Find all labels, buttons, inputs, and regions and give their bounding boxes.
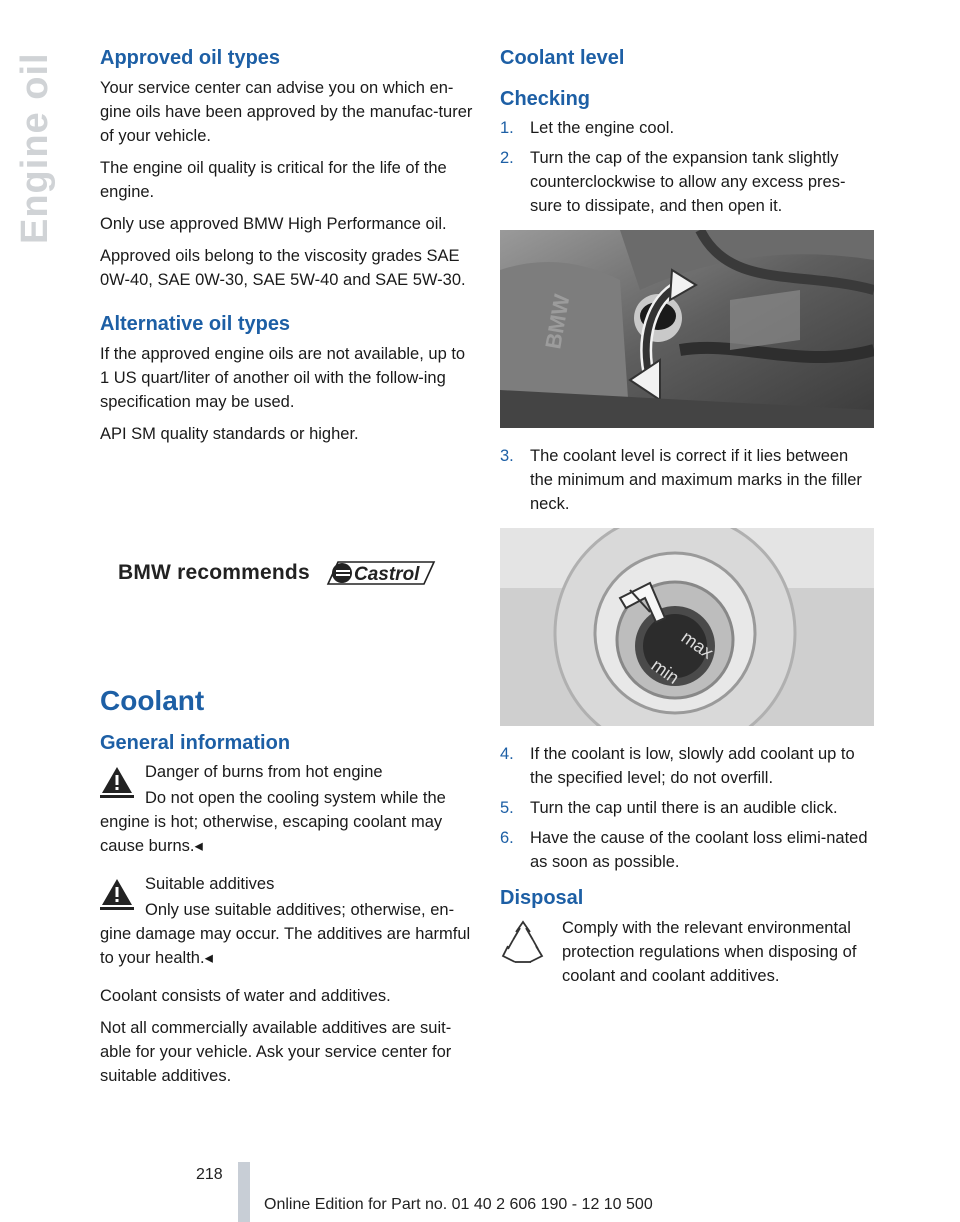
warning-2-text: Only use suitable additives; otherwise, en-gine damage may occur. The additives are harmful to your health.◂ [100, 901, 471, 967]
alternative-oil-paragraph-2: API SM quality standards or higher. [100, 425, 359, 443]
approved-oil-paragraph-3: Only use approved BMW High Performance oil. [100, 215, 447, 233]
alternative-oil-paragraph-1: If the approved engine oils are not available, up to 1 US quart/liter of another oil with the follow-ing specification may be used. [100, 345, 466, 411]
checking-steps-b [500, 444, 874, 516]
checking-steps-c [500, 742, 874, 874]
svg-text:max: max [677, 626, 718, 663]
right-column [500, 44, 874, 996]
coolant-paragraph-2: Not all commercially available additives are suit-able for your vehicle. Ask your service center for suitable additives. [100, 1019, 452, 1085]
edition-footer: Online Edition for Part no. 01 40 2 606 190 - 12 10 500 [264, 1196, 653, 1213]
step-item: 6. Have the cause of the coolant loss elimi-nated as soon as possible. [500, 829, 868, 871]
bmw-recommends-castrol [100, 454, 474, 684]
approved-oil-paragraph-2: The engine oil quality is critical for the life of the engine. [100, 159, 447, 201]
disposal-note [500, 916, 874, 988]
approved-oil-heading: Approved oil types [100, 47, 281, 69]
castrol-logo-icon [324, 558, 436, 588]
svg-text:Castrol: Castrol [353, 564, 420, 585]
approved-oil-paragraph-4: Approved oils belong to the viscosity grades SAE 0W-40, SAE 0W-30, SAE 5W-40 and SAE 5W-30. [100, 247, 466, 289]
warning-triangle-icon [100, 764, 134, 798]
left-column [100, 44, 474, 1096]
approved-oil-paragraph-1: Your service center can advise you on which en-gine oils have been approved by the manufac-turer of your vehicle. [100, 79, 473, 145]
warning-1-title: Danger of burns from hot engine [145, 763, 383, 781]
warning-1-text: Do not open the cooling system while the engine is hot; otherwise, escaping coolant may cause burns.◂ [100, 789, 446, 855]
step-item: 3. The coolant level is correct if it lies between the minimum and maximum marks in the filler neck. [500, 447, 862, 513]
disposal-text: Comply with the relevant environmental protection regulations when disposing of coolant and coolant additives. [562, 919, 857, 985]
svg-text:min: min [647, 654, 683, 688]
svg-text:BMW: BMW [540, 292, 575, 351]
expansion-tank-photo [500, 230, 874, 428]
general-information-heading: General information [100, 732, 291, 754]
step-item: 1. Let the engine cool. [500, 119, 675, 137]
footer-bar [238, 1162, 250, 1222]
checking-steps-a [500, 116, 874, 218]
checking-heading: Checking [500, 88, 591, 110]
step-item: 2. Turn the cap of the expansion tank slightly counterclockwise to allow any excess pres-sure to dissipate, and then open it. [500, 149, 846, 215]
step-item: 5. Turn the cap until there is an audible click. [500, 799, 838, 817]
alternative-oil-heading: Alternative oil types [100, 313, 291, 335]
warning-triangle-icon [100, 876, 134, 910]
coolant-paragraph-1: Coolant consists of water and additives. [100, 987, 391, 1005]
warning-hot-engine [100, 760, 474, 858]
filler-neck-photo [500, 528, 874, 726]
disposal-heading: Disposal [500, 887, 584, 909]
step-item: 4. If the coolant is low, slowly add coolant up to the specified level; do not overfill. [500, 745, 855, 787]
recycling-icon [500, 920, 546, 966]
warning-suitable-additives [100, 872, 474, 970]
bmw-recommends-text: BMW recommends [118, 561, 310, 584]
page-number: 218 [196, 1166, 223, 1183]
side-section-title: Engine oil [14, 52, 56, 244]
coolant-heading: Coolant [100, 685, 205, 716]
coolant-level-heading: Coolant level [500, 47, 625, 69]
warning-2-title: Suitable additives [145, 875, 275, 893]
